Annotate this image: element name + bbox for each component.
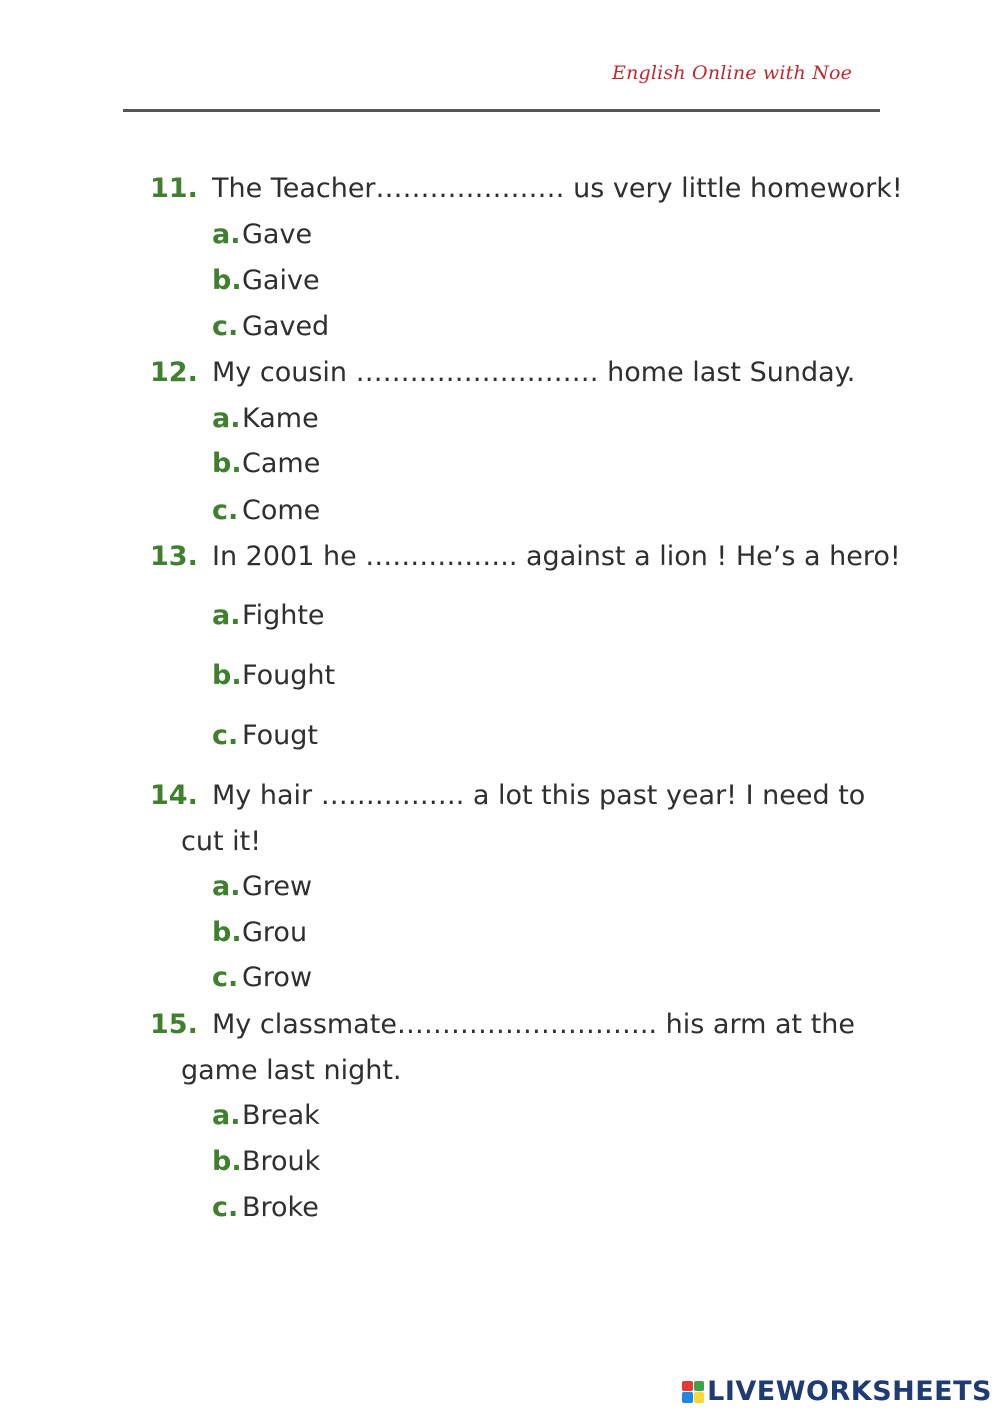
header-divider xyxy=(123,109,880,112)
question-text-continuation: game last night. xyxy=(181,1055,402,1086)
question-text: My hair ……………. a lot this past year! I need to xyxy=(212,780,866,811)
option-letter: a. xyxy=(212,871,241,902)
option-text: Gaved xyxy=(242,311,330,342)
option-text: Fought xyxy=(242,660,336,691)
question-number: 11. xyxy=(150,173,198,204)
logo-tile-yellow xyxy=(694,1392,705,1403)
option-text: Kame xyxy=(242,403,319,434)
option-letter: b. xyxy=(212,660,242,691)
option-letter: a. xyxy=(212,219,241,250)
option-text: Came xyxy=(242,448,321,479)
logo-tile-green xyxy=(694,1381,705,1392)
option-text: Gaive xyxy=(242,265,320,296)
question-text-continuation: cut it! xyxy=(181,826,262,857)
option-c[interactable] xyxy=(212,719,318,753)
option-a[interactable] xyxy=(212,218,312,252)
question-number: 13. xyxy=(150,541,198,572)
option-letter: c. xyxy=(212,720,239,751)
option-a[interactable] xyxy=(212,1099,320,1133)
option-text: Grew xyxy=(242,871,313,902)
option-letter: b. xyxy=(212,448,242,479)
header-title: English Online with Noe xyxy=(612,62,853,84)
question-text: My classmate……………………….. his arm at the xyxy=(212,1009,856,1040)
option-letter: c. xyxy=(212,962,239,993)
option-c[interactable] xyxy=(212,494,320,528)
option-b[interactable] xyxy=(212,659,335,693)
option-text: Fighte xyxy=(242,600,325,631)
option-a[interactable] xyxy=(212,402,319,436)
question-text: The Teacher………………… us very little homework! xyxy=(212,173,903,204)
option-a[interactable] xyxy=(212,599,325,633)
option-text: Grou xyxy=(242,917,308,948)
logo-tile-red xyxy=(682,1381,693,1392)
option-letter: c. xyxy=(212,311,239,342)
option-letter: b. xyxy=(212,917,242,948)
question-number: 14. xyxy=(150,780,198,811)
question-text: In 2001 he …………….. against a lion ! He’s a hero! xyxy=(212,541,901,572)
option-text: Gave xyxy=(242,219,313,250)
question-number: 15. xyxy=(150,1009,198,1040)
option-b[interactable] xyxy=(212,1145,320,1179)
liveworksheets-brand[interactable] xyxy=(682,1376,992,1407)
option-text: Break xyxy=(242,1100,320,1131)
option-letter: a. xyxy=(212,1100,241,1131)
liveworksheets-logo-icon xyxy=(682,1381,704,1403)
option-c[interactable] xyxy=(212,961,312,995)
option-text: Come xyxy=(242,495,321,526)
option-text: Fougt xyxy=(242,720,318,751)
option-a[interactable] xyxy=(212,870,312,904)
brand-text: LIVEWORKSHEETS xyxy=(707,1376,992,1407)
option-text: Grow xyxy=(242,962,313,993)
question-number: 12. xyxy=(150,357,198,388)
option-c[interactable] xyxy=(212,310,329,344)
option-letter: b. xyxy=(212,1146,242,1177)
option-letter: c. xyxy=(212,495,239,526)
option-text: Brouk xyxy=(242,1146,321,1177)
option-letter: b. xyxy=(212,265,242,296)
question-text: My cousin ……………………… home last Sunday. xyxy=(212,357,856,388)
option-b[interactable] xyxy=(212,264,320,298)
option-letter: c. xyxy=(212,1192,239,1223)
option-text: Broke xyxy=(242,1192,319,1223)
option-letter: a. xyxy=(212,403,241,434)
logo-tile-blue xyxy=(682,1392,693,1403)
option-b[interactable] xyxy=(212,447,320,481)
option-c[interactable] xyxy=(212,1191,319,1225)
option-letter: a. xyxy=(212,600,241,631)
option-b[interactable] xyxy=(212,916,307,950)
